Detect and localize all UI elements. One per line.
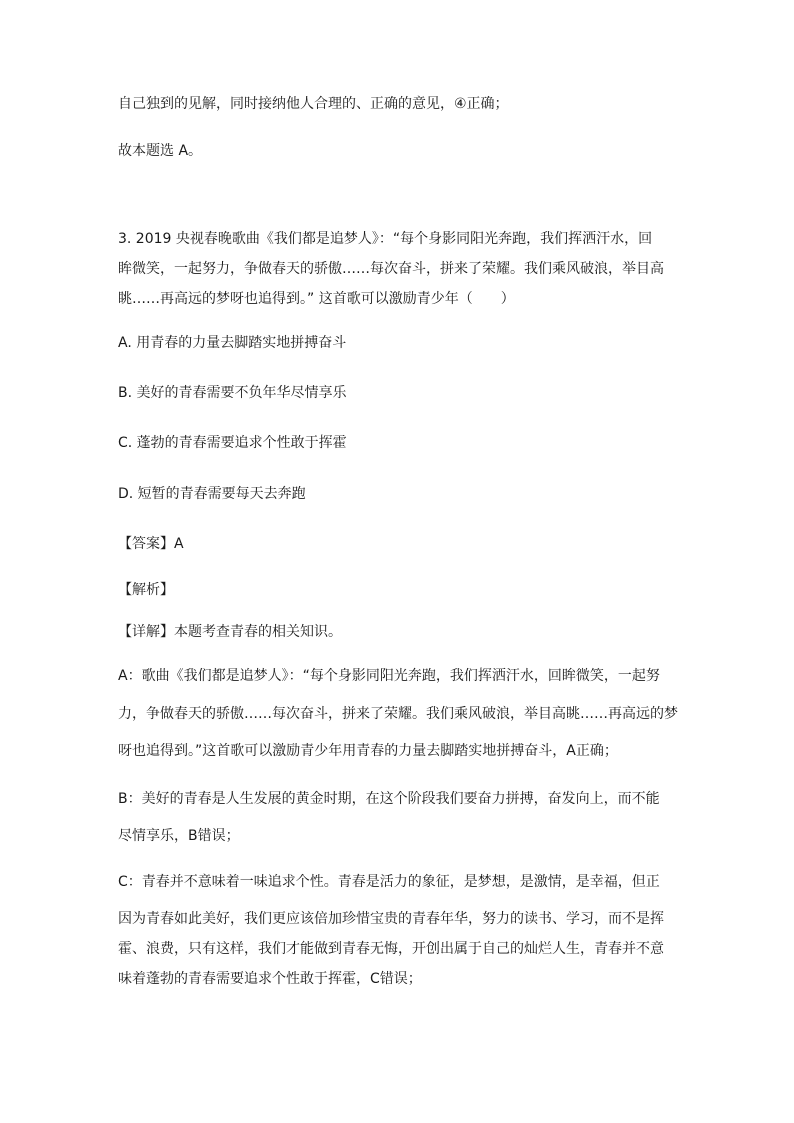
question-stem-line: 眸微笑，一起努力，争做春天的骄傲……每次奋斗，拼来了荣耀。我们乘风破浪，举目高	[118, 261, 664, 277]
question-stem-line: 眺……再高远的梦呀也追得到。” 这首歌可以激励青少年（ ）	[118, 291, 515, 307]
analysis-heading: 【解析】	[118, 582, 174, 598]
analysis-c-line: 因为青春如此美好，我们更应该倍加珍惜宝贵的青春年华，努力的读书、学习，而不是挥	[118, 911, 664, 927]
analysis-c-line: 味着蓬勃的青春需要追求个性敢于挥霍，C错误；	[118, 971, 422, 987]
analysis-a-line: A：歌曲《我们都是追梦人》：“每个身影同阳光奔跑，我们挥洒汗水，回眸微笑，一起努	[118, 668, 660, 684]
analysis-b-line: 尽情享乐，B错误；	[118, 828, 240, 844]
analysis-a-line: 呀也追得到。”这首歌可以激励青少年用青春的力量去脚踏实地拼搏奋斗，A正确；	[118, 743, 618, 759]
question-stem-line: 3. 2019 央视春晚歌曲《我们都是追梦人》：“每个身影同阳光奔跑，我们挥洒汗水，回	[118, 231, 653, 247]
conclusion-line: 故本题选 A。	[118, 143, 203, 159]
option-b: B. 美好的青春需要不负年华尽情享乐	[118, 385, 347, 401]
analysis-a-line: 力，争做春天的骄傲……每次奋斗，拼来了荣耀。我们乘风破浪，举目高眺……再高远的梦	[118, 706, 678, 722]
option-a: A. 用青春的力量去脚踏实地拼搏奋斗	[118, 335, 347, 351]
option-d: D. 短暂的青春需要每天去奔跑	[118, 486, 306, 502]
continuation-line: 自己独到的见解，同时接纳他人合理的、正确的意见，④正确；	[118, 96, 509, 112]
analysis-b-line: B：美好的青春是人生发展的黄金时期，在这个阶段我们要奋力拼搏，奋发向上，而不能	[118, 791, 660, 807]
analysis-c-line: 霍、浪费，只有这样，我们才能做到青春无悔，开创出属于自己的灿烂人生，青春并不意	[118, 941, 664, 957]
analysis-detail: 【详解】本题考查青春的相关知识。	[118, 624, 342, 640]
answer-line: 【答案】A	[118, 536, 184, 552]
analysis-c-line: C：青春并不意味着一味追求个性。青春是活力的象征，是梦想，是激情，是幸福，但正	[118, 874, 660, 890]
option-c: C. 蓬勃的青春需要追求个性敢于挥霍	[118, 435, 347, 451]
